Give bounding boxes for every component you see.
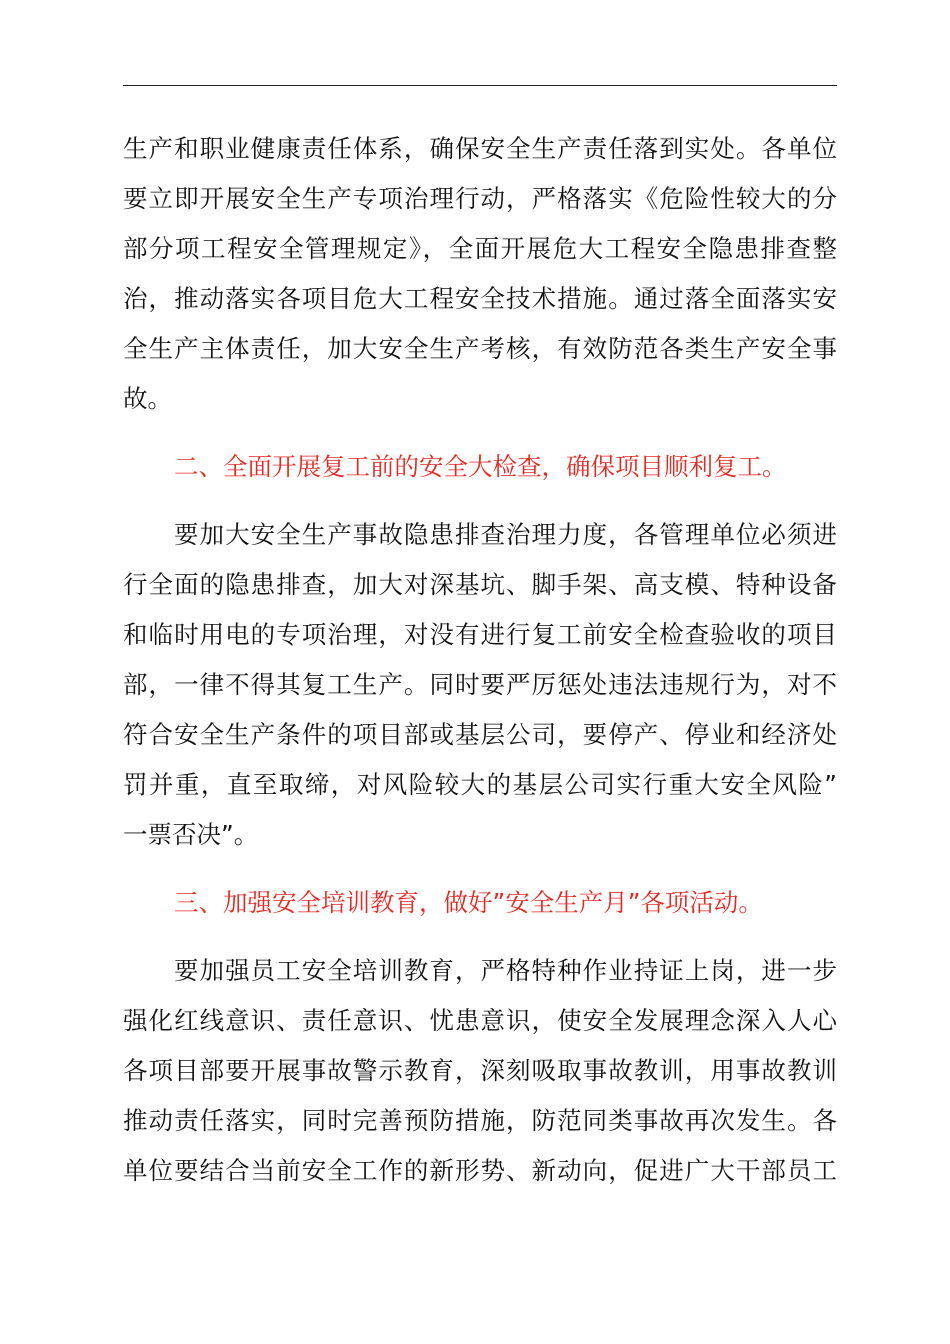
paragraph-line: 故。 — [123, 384, 172, 413]
paragraph-1 — [123, 124, 837, 424]
paragraph-3 — [123, 946, 837, 1196]
paragraph-line: 单位要结合当前安全工作的新形势、新动向，促进广大干部员工 — [123, 1156, 837, 1185]
paragraph-2 — [123, 510, 837, 860]
paragraph-line: 生产和职业健康责任体系，确保安全生产责任落到实处。各单位 — [123, 134, 837, 163]
paragraph-line: 各项目部要开展事故警示教育，深刻吸取事故教训，用事故教训 — [123, 1056, 837, 1085]
section-heading-3: 三、加强安全培训教育，做好”安全生产月”各项活动。 — [174, 888, 763, 917]
header-rule — [123, 85, 837, 86]
paragraph-line: 治，推动落实各项目危大工程安全技术措施。通过落全面落实安 — [123, 284, 837, 313]
paragraph-line: 要加大安全生产事故隐患排查治理力度，各管理单位必须进 — [174, 520, 837, 549]
paragraph-line: 全生产主体责任，加大安全生产考核，有效防范各类生产安全事 — [123, 334, 837, 363]
paragraph-line: 强化红线意识、责任意识、忧患意识，使安全发展理念深入人心 — [123, 1006, 837, 1035]
paragraph-line: 要立即开展安全生产专项治理行动，严格落实《危险性较大的分 — [123, 184, 837, 213]
paragraph-line: 要加强员工安全培训教育，严格特种作业持证上岗，进一步 — [174, 956, 837, 985]
paragraph-line: 部分项工程安全管理规定》，全面开展危大工程安全隐患排查整 — [123, 234, 837, 263]
paragraph-line: 部，一律不得其复工生产。同时要严厉惩处违法违规行为，对不 — [123, 670, 837, 699]
document-body — [123, 124, 837, 1196]
paragraph-line: 罚并重，直至取缔，对风险较大的基层公司实行重大安全风险” — [123, 770, 837, 799]
paragraph-line: 行全面的隐患排查，加大对深基坑、脚手架、高支模、特种设备 — [123, 570, 837, 599]
paragraph-line: 推动责任落实，同时完善预防措施，防范同类事故再次发生。各 — [123, 1106, 837, 1135]
paragraph-line: 一票否决”。 — [123, 820, 259, 849]
paragraph-line: 和临时用电的专项治理，对没有进行复工前安全检查验收的项目 — [123, 620, 837, 649]
paragraph-line: 符合安全生产条件的项目部或基层公司，要停产、停业和经济处 — [123, 720, 837, 749]
section-heading-2: 二、全面开展复工前的安全大检查，确保项目顺利复工。 — [174, 452, 787, 481]
